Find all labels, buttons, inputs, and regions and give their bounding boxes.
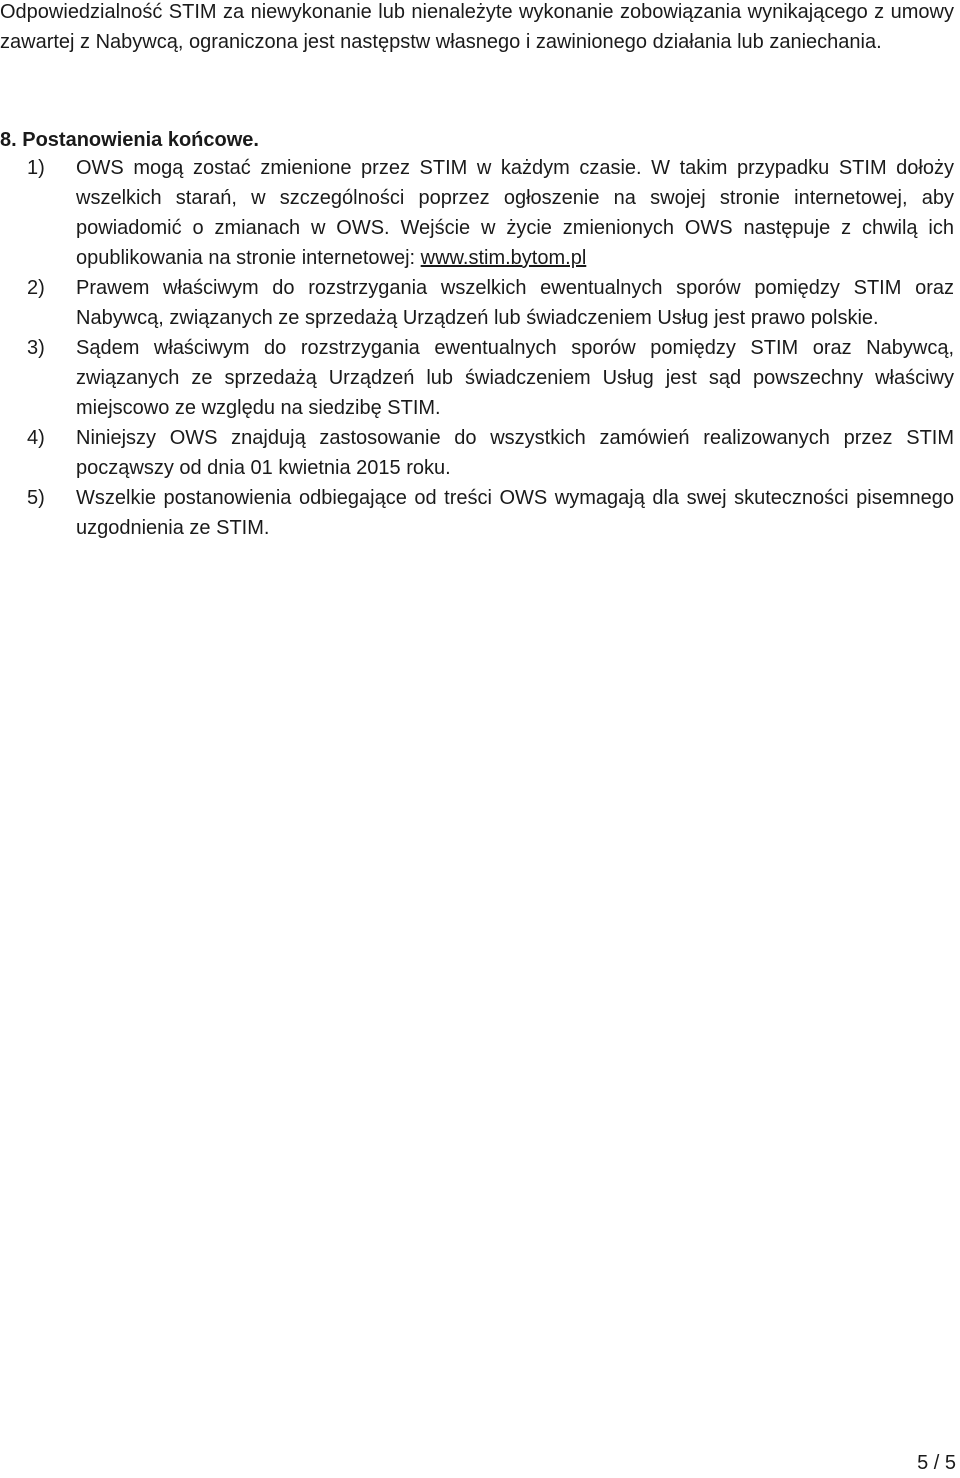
provisions-list (0, 153, 954, 543)
page-number: 5 / 5 (917, 1452, 956, 1474)
intro-paragraph: Odpowiedzialność STIM za niewykonanie lub nienależyte wykonanie zobowiązania wynikającego z umowy zawartej z Nabywcą, ograniczona jest następstw własnego i zawinionego działania lub zaniechania. (0, 1, 954, 53)
item-number: 1) (27, 157, 45, 179)
item-text: Niniejszy OWS znajdują zastosowanie do wszystkich zamówień realizowanych przez STIM począwszy od dnia 01 kwietnia 2015 roku. (76, 427, 954, 479)
list-item (0, 153, 954, 273)
section-heading: 8. Postanowienia końcowe. (0, 129, 259, 151)
item-text: Sądem właściwym do rozstrzygania ewentualnych sporów pomiędzy STIM oraz Nabywcą, związanych ze sprzedażą Urządzeń lub świadczeniem Usług jest sąd powszechny właściwy miejscowo ze względu na siedzibę STIM. (76, 337, 954, 419)
item-text: OWS mogą zostać zmienione przez STIM w każdym czasie. W takim przypadku STIM dołoży wszelkich starań, w szczególności poprzez ogłoszenie na swojej stronie internetowej, aby powiadomić o zmianach w OWS. Wejście w życie zmienionych OWS następuje z chwilą ich opublikowania na stronie internetowej: (76, 157, 954, 269)
list-item (0, 483, 954, 543)
list-item (0, 423, 954, 483)
item-number: 5) (27, 487, 45, 509)
list-item (0, 273, 954, 333)
item-number: 4) (27, 427, 45, 449)
item-text: Wszelkie postanowienia odbiegające od treści OWS wymagają dla swej skuteczności pisemnego uzgodnienia ze STIM. (76, 487, 954, 539)
website-link[interactable]: www.stim.bytom.pl (420, 247, 587, 269)
item-number: 3) (27, 337, 45, 359)
item-text: Prawem właściwym do rozstrzygania wszelkich ewentualnych sporów pomiędzy STIM oraz Nabywcą, związanych ze sprzedażą Urządzeń lub świadczeniem Usług jest prawo polskie. (76, 277, 954, 329)
list-item (0, 333, 954, 423)
item-number: 2) (27, 277, 45, 299)
